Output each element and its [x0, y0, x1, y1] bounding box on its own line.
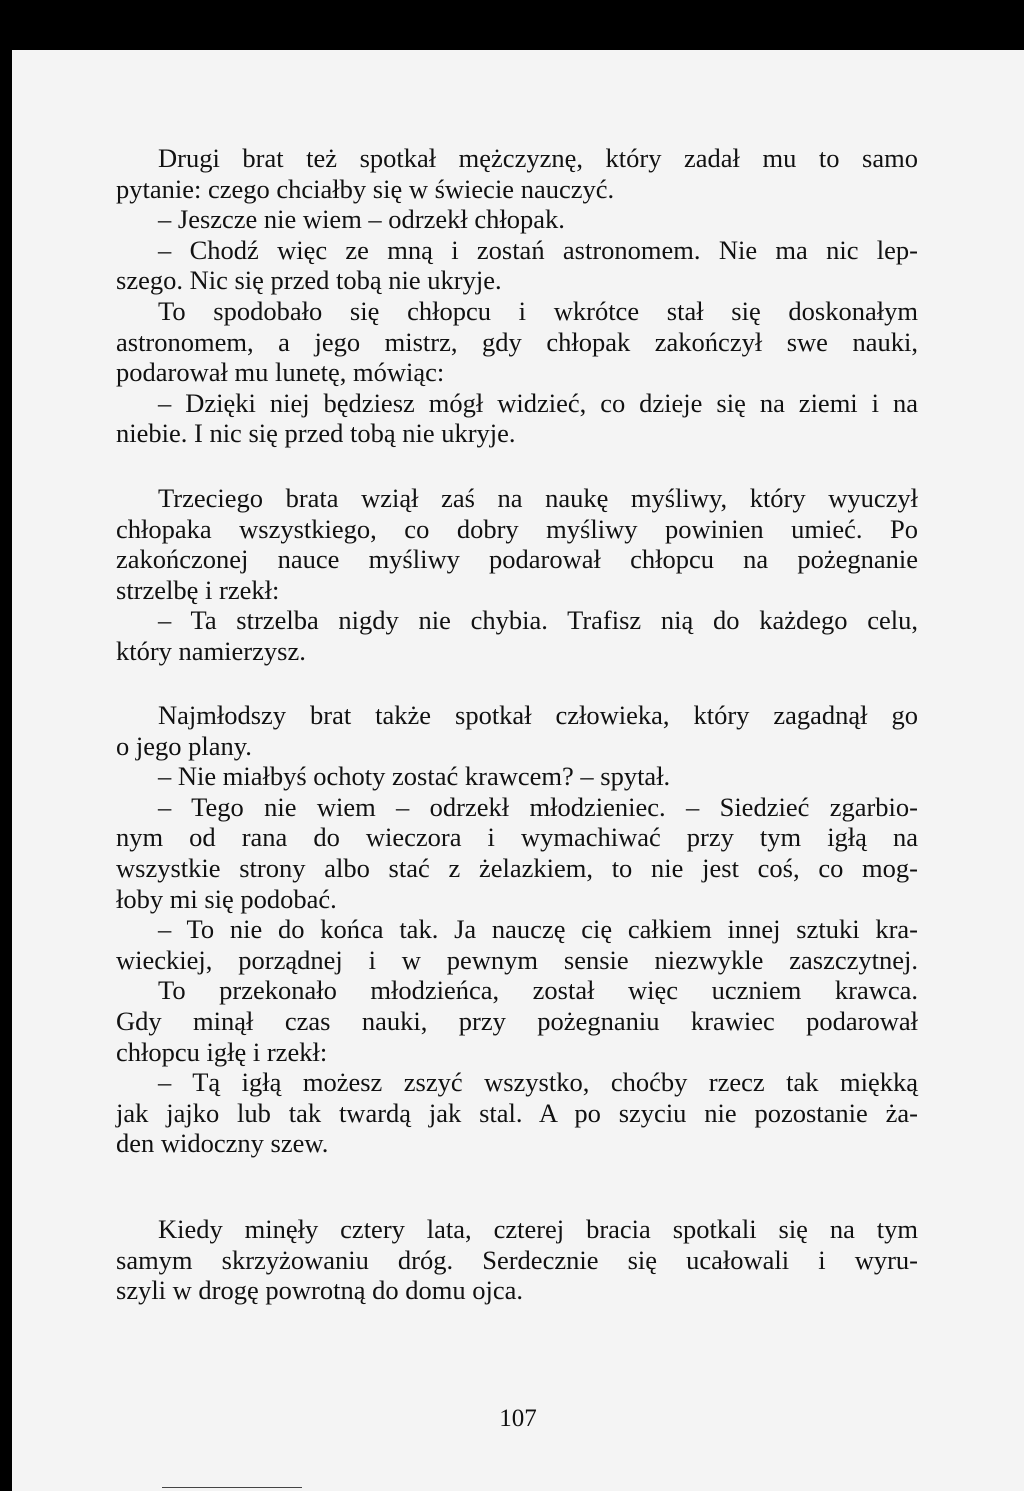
text-line: szyli w drogę powrotną do domu ojca.: [116, 1275, 523, 1306]
text-line: niebie. I nic się przed tobą nie ukryje.: [116, 418, 516, 449]
text-line: nym od rana do wieczora i wymachiwać przy tym igłą na: [116, 822, 918, 853]
text-line: – Jeszcze nie wiem – odrzekł chłopak.: [158, 204, 565, 235]
text-line: Najmłodszy brat także spotkał człowieka, który zagadnął go: [158, 700, 918, 730]
text-line: Kiedy minęły cztery lata, czterej bracia spotkali się na tym: [158, 1214, 918, 1244]
text-line: Drugi brat też spotkał mężczyznę, który zadał mu to samo: [158, 143, 918, 173]
text-line: łoby mi się podobać.: [116, 883, 337, 914]
text-line: podarował mu lunetę, mówiąc:: [116, 357, 445, 388]
text-line: zakończonej nauce myśliwy podarował chłopcu na pożegnanie: [116, 544, 918, 575]
text-line: – To nie do końca tak. Ja nauczę cię całkiem innej sztuki kra-: [158, 914, 918, 945]
text-line: astronomem, a jego mistrz, gdy chłopak zakończył swe nauki,: [116, 326, 918, 357]
paragraph-third-brother: [116, 483, 918, 667]
text-line: strzelbę i rzekł:: [116, 574, 280, 605]
text-line: – Ta strzelba nigdy nie chybia. Trafisz nią do każdego celu,: [158, 605, 918, 636]
book-page: [12, 50, 1024, 1491]
text-line: o jego plany.: [116, 730, 252, 761]
text-line: Trzeciego brata wziął zaś na naukę myśliwy, który wyuczył: [158, 483, 918, 513]
paragraph-second-brother: [116, 143, 918, 449]
text-line: den widoczny szew.: [116, 1128, 329, 1159]
text-line: chłopcu igłę i rzekł:: [116, 1036, 328, 1067]
text-line: To przekonało młodzieńca, został więc uczniem krawca.: [158, 975, 918, 1006]
text-line: To spodobało się chłopcu i wkrótce stał się doskonałym: [158, 295, 918, 326]
text-line: – Dzięki niej będziesz mógł widzieć, co dzieje się na ziemi i na: [158, 387, 918, 418]
text-line: Gdy minął czas nauki, przy pożegnaniu krawiec podarował: [116, 1005, 918, 1036]
text-line: – Tą igłą możesz zszyć wszystko, choćby rzecz tak miękką: [158, 1067, 918, 1098]
text-line: chłopaka wszystkiego, co dobry myśliwy powinien umieć. Po: [116, 513, 918, 544]
text-line: – Chodź więc ze mną i zostań astronomem. Nie ma nic lep-: [158, 234, 918, 265]
text-line: – Nie miałbyś ochoty zostać krawcem? – spytał.: [158, 761, 671, 792]
paragraph-youngest-brother: [116, 700, 918, 1159]
text-line: jak jajko lub tak twardą jak stal. A po szyciu nie pozostanie ża-: [116, 1097, 918, 1128]
text-line: który namierzysz.: [116, 635, 306, 666]
text-line: – Tego nie wiem – odrzekł młodzieniec. – Siedzieć zgarbio-: [158, 791, 918, 822]
text-line: pytanie: czego chciałby się w świecie nauczyć.: [116, 173, 615, 204]
text-line: samym skrzyżowaniu dróg. Serdecznie się ucałowali i wyru-: [116, 1244, 918, 1275]
page-number: 107: [499, 1405, 537, 1432]
scan-rule-divider: [162, 1487, 302, 1488]
text-line: wieckiej, porządnej i w pewnym sensie niezwykle zaszczytnej.: [116, 944, 918, 975]
paragraph-reunion: [116, 1214, 918, 1306]
text-line: szego. Nic się przed tobą nie ukryje.: [116, 265, 502, 296]
text-line: wszystkie strony albo stać z żelazkiem, to nie jest coś, co mog-: [116, 852, 918, 883]
